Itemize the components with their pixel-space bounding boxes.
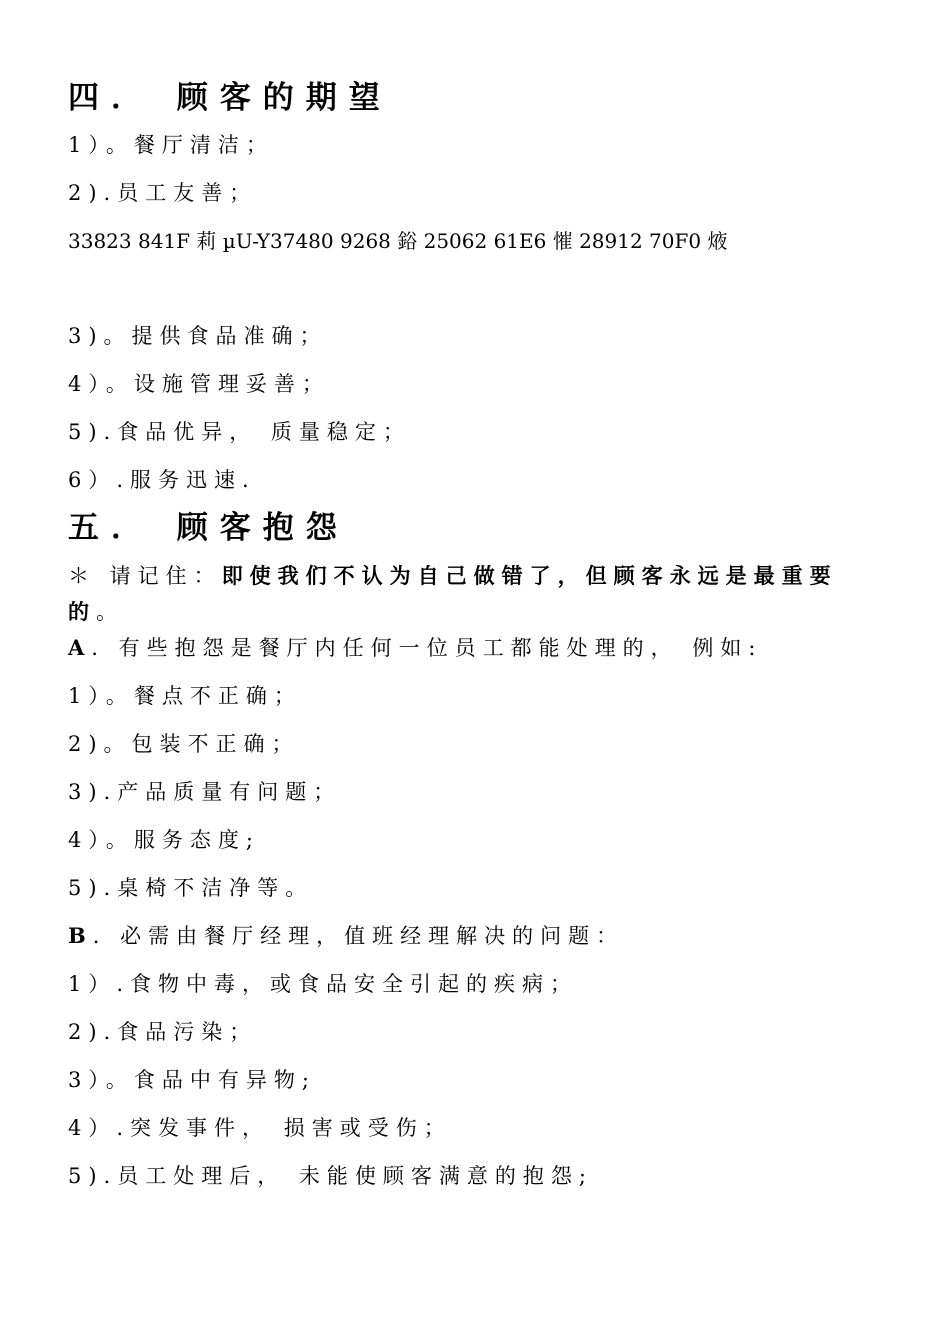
reminder-emphasis: 即使我们不认为自己做错了，但顾客永远是最重要的	[68, 563, 838, 624]
category-b-item: 4）.突发事件， 损害或受伤；	[68, 1116, 452, 1140]
reminder-suffix: 。	[96, 600, 124, 624]
expectation-item: 2).员工友善；	[68, 181, 258, 205]
section-four-heading: 四． 顾客的期望	[68, 80, 392, 116]
category-a-item: 3).产品质量有问题；	[68, 780, 342, 804]
expectation-item: 1）。餐厅清洁；	[68, 133, 274, 157]
reminder-prefix: ＊ 请记住：	[68, 564, 222, 588]
category-a-item: 1）。餐点不正确；	[68, 684, 302, 708]
category-a-item: 2)。包装不正确；	[68, 732, 300, 756]
category-a-line	[68, 636, 888, 660]
garbled-code-line: 33823 841F 莉 µU-Y37480 9268 鋊 25062 61E6 慛 28912 70F0 焲	[68, 229, 728, 253]
expectation-item: 6）.服务迅速.	[68, 468, 256, 492]
category-b-item: 3）。食品中有异物;	[68, 1068, 316, 1092]
expectation-item: 4）。设施管理妥善；	[68, 372, 330, 396]
category-a-item: 4）。服务态度;	[68, 828, 260, 852]
expectation-item: 3)。提供食品准确；	[68, 324, 328, 348]
category-a-item: 5).桌椅不洁净等。	[68, 876, 314, 900]
expectation-item: 5).食品优异， 质量稳定；	[68, 420, 411, 444]
category-a-text: . 有些抱怨是餐厅内任何一位员工都能处理的， 例如:	[91, 636, 763, 660]
category-b-letter: B	[68, 923, 93, 948]
category-b-line	[68, 924, 888, 948]
category-b-item: 2).食品污染；	[68, 1020, 258, 1044]
category-b-text: . 必需由餐厅经理，值班经理解决的问题：	[92, 924, 625, 948]
category-b-item: 5).员工处理后， 未能使顾客满意的抱怨;	[68, 1164, 593, 1188]
reminder-paragraph	[68, 558, 883, 630]
section-five-heading: 五． 顾客抱怨	[68, 510, 349, 546]
category-a-letter: A	[68, 635, 92, 660]
category-b-item: 1）.食物中毒，或食品安全引起的疾病；	[68, 972, 579, 996]
